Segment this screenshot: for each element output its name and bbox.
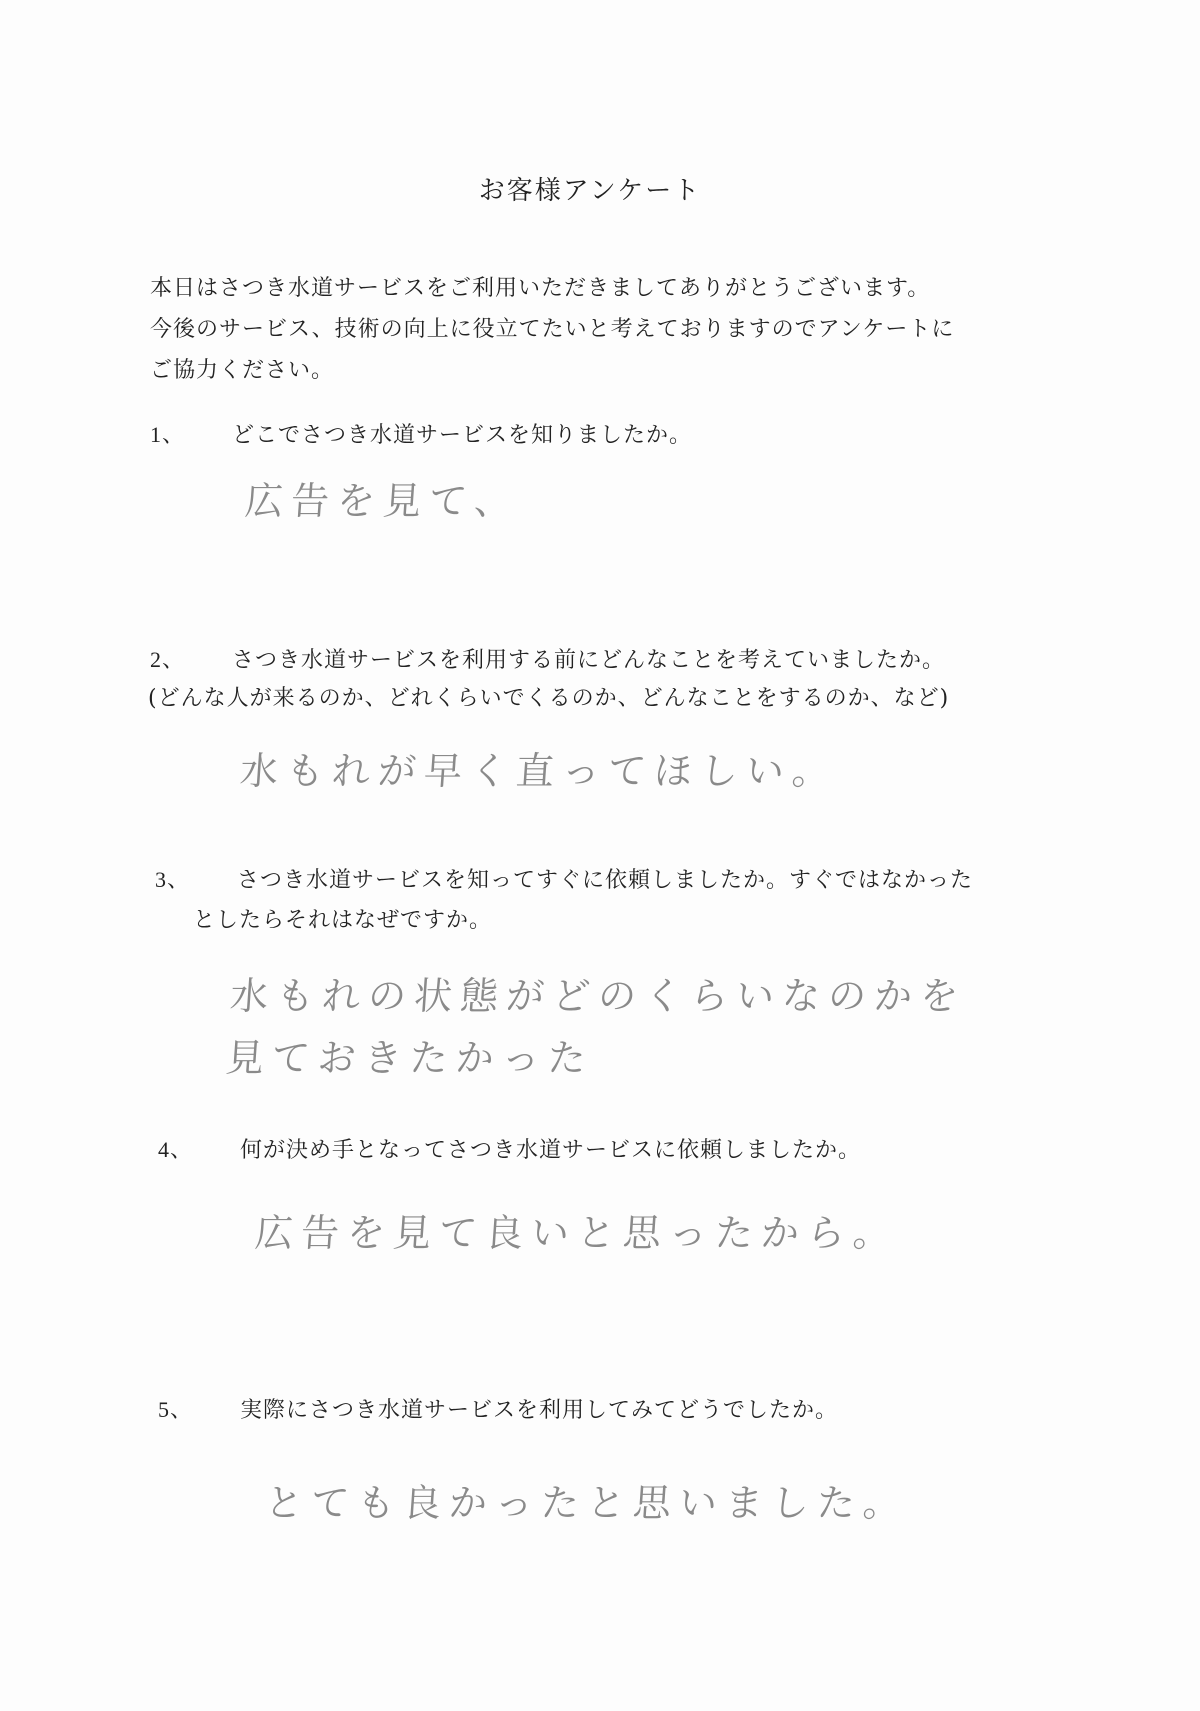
handwritten-answer: 見ておきたかった (224, 1036, 596, 1080)
question-number: 4、 (158, 1137, 194, 1162)
page-title: お客様アンケート (478, 176, 702, 206)
question-number: 5、 (158, 1397, 194, 1422)
intro-text (150, 268, 1050, 391)
answer-2 (238, 740, 840, 802)
answer-4 (253, 1202, 901, 1264)
question-text: さつき水道サービスを知ってすぐに依頼しましたか。すぐではなかった (237, 868, 974, 893)
question-text: どこでさつき水道サービスを知りましたか。 (232, 423, 693, 448)
question-text: 何が決め手となってさつき水道サービスに依頼しましたか。 (240, 1138, 862, 1163)
question-text: 実際にさつき水道サービスを利用してみてどうでしたか。 (240, 1398, 839, 1423)
handwritten-answer: 水もれの状態がどのくらいなのかを (228, 974, 968, 1018)
intro-line: ご協力ください。 (150, 358, 335, 383)
intro-line: 今後のサービス、技術の向上に役立てたいと考えておりますのでアンケートに (150, 317, 955, 342)
handwritten-answer: とても良かったと思いました。 (263, 1481, 911, 1525)
handwritten-answer: 広告を見て、 (243, 479, 522, 523)
answer-5 (263, 1472, 911, 1534)
answer-1 (243, 470, 523, 532)
question-number: 3、 (155, 867, 191, 892)
question-subtext: (どんな人が来るのか、どれくらいでくるのか、どんなことをするのか、など) (148, 686, 950, 711)
question-2 (150, 640, 949, 719)
handwritten-answer: 広告を見て良いと思ったから。 (253, 1211, 901, 1255)
handwritten-answer: 水もれが早く直ってほしい。 (238, 749, 840, 793)
question-4 (158, 1130, 861, 1171)
question-1 (150, 415, 692, 456)
question-3 (155, 860, 973, 941)
question-subtext: としたらそれはなぜですか。 (193, 908, 493, 933)
question-number: 1、 (150, 422, 186, 447)
answer-3 (224, 965, 969, 1089)
question-text: さつき水道サービスを利用する前にどんなことを考えていましたか。 (232, 648, 946, 673)
question-number: 2、 (150, 647, 186, 672)
question-5 (158, 1390, 838, 1431)
intro-line: 本日はさつき水道サービスをご利用いただきましてありがとうございます。 (150, 276, 931, 301)
